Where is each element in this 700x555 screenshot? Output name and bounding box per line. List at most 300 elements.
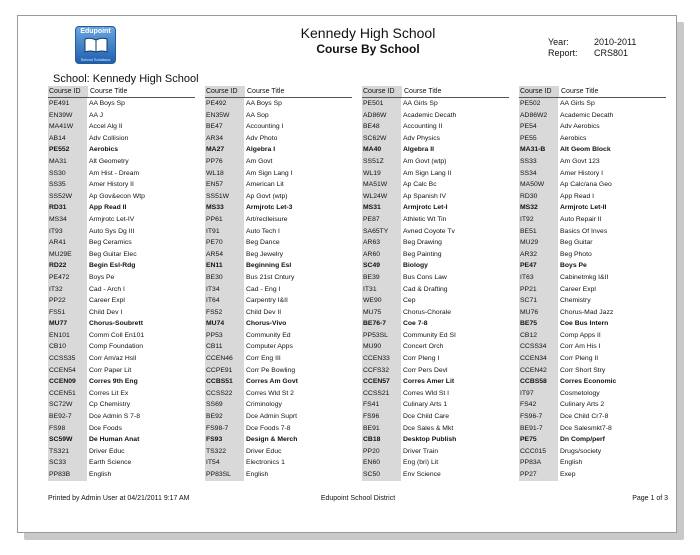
course-row: [205, 365, 352, 377]
course-id: CCEN09: [48, 376, 87, 388]
course-row: [362, 191, 509, 203]
course-column: [205, 86, 352, 492]
course-id: SC49: [362, 260, 401, 272]
course-title: Driver Educ: [89, 447, 125, 455]
course-id: MS34: [48, 214, 87, 226]
course-title: Dce Foods 7-8: [246, 424, 291, 432]
course-title: Corres Wld St 2: [246, 389, 294, 397]
course-row: [362, 226, 509, 238]
course-title: Driver Educ: [246, 447, 282, 455]
course-title: Armjrotc Let-I: [403, 204, 448, 212]
course-title: Corr Pers Devl: [403, 366, 448, 374]
course-title: Child Dev I: [89, 308, 123, 316]
course-row: [205, 388, 352, 400]
course-row: [205, 307, 352, 319]
course-row: [48, 98, 195, 110]
course-id: MA31-B: [519, 144, 558, 156]
course-title: Biology: [403, 262, 428, 270]
course-row: [205, 376, 352, 388]
course-row: [519, 98, 666, 110]
course-title: Dce Child Care: [403, 413, 450, 421]
report-label: Report:: [548, 48, 578, 58]
course-id: FS93: [205, 434, 244, 446]
course-id: MA27: [205, 144, 244, 156]
course-id: AR41: [48, 237, 87, 249]
course-row: [362, 249, 509, 261]
course-id: AD86W2: [519, 110, 558, 122]
course-title: Coe Bus Intern: [560, 320, 609, 328]
course-row: [48, 249, 195, 261]
course-id: PP76: [205, 156, 244, 168]
course-title: Cad - Arch I: [89, 285, 125, 293]
course-title-header: Course Title: [90, 88, 128, 95]
course-id: BE92: [205, 411, 244, 423]
course-row: [205, 341, 352, 353]
course-title: Beg Jewelry: [246, 250, 284, 258]
course-row: [48, 307, 195, 319]
course-id: WL18: [205, 168, 244, 180]
course-id: MU75: [362, 307, 401, 319]
course-id: CCEN54: [48, 365, 87, 377]
course-column: [519, 86, 666, 492]
course-title: Beg Dance: [246, 239, 280, 247]
course-row: [48, 284, 195, 296]
course-row: [519, 272, 666, 284]
course-row: [519, 191, 666, 203]
course-row: [205, 202, 352, 214]
course-title: Aerobics: [89, 146, 119, 154]
course-title: Dce Sales & Mkt: [403, 424, 454, 432]
course-id: PE70: [205, 237, 244, 249]
course-title: Cep: [403, 297, 416, 305]
course-id: CCEN33: [362, 353, 401, 365]
course-title: Amer History II: [89, 181, 134, 189]
course-title: Chorus-Soubrett: [89, 320, 143, 328]
course-row: [48, 156, 195, 168]
course-id-header: Course ID: [48, 86, 88, 97]
course-id: AR63: [362, 237, 401, 249]
course-id: MA31: [48, 156, 87, 168]
course-row: [362, 330, 509, 342]
course-title: Adv Aerobics: [560, 123, 600, 131]
course-row: [362, 110, 509, 122]
course-title: Am Sign Lang II: [403, 169, 452, 177]
course-title: Amer History I: [560, 169, 604, 177]
course-row: [362, 376, 509, 388]
course-row: [519, 214, 666, 226]
course-id: CCSS35: [48, 353, 87, 365]
course-id: PE472: [48, 272, 87, 284]
course-id: EN39W: [48, 110, 87, 122]
course-id: TS321: [48, 446, 87, 458]
course-row: [205, 144, 352, 156]
course-row: [362, 214, 509, 226]
course-row: [519, 353, 666, 365]
course-title: AA Sop: [246, 111, 269, 119]
course-row: [205, 423, 352, 435]
course-row: [48, 295, 195, 307]
course-id: FS98-7: [205, 423, 244, 435]
course-title: Drugs/society: [560, 447, 602, 455]
course-id: BE47: [205, 121, 244, 133]
course-row: [362, 98, 509, 110]
course-row: [48, 110, 195, 122]
course-row: [205, 318, 352, 330]
course-title: Cad & Drafting: [403, 285, 448, 293]
course-title: App Read I: [560, 192, 595, 200]
course-title: Ap Govt (wtp): [246, 192, 288, 200]
course-id: CB18: [362, 434, 401, 446]
course-title: Art/reclleisure: [246, 215, 288, 223]
course-title: Beg Painting: [403, 250, 442, 258]
course-title: Beginning Esl: [246, 262, 292, 270]
course-title: Culinary Arts 2: [560, 401, 605, 409]
course-title: Am Hist - Dream: [89, 169, 140, 177]
course-id: CCFS32: [362, 365, 401, 377]
course-id: PE502: [519, 98, 558, 110]
course-id: MS32: [519, 202, 558, 214]
course-title: Bus 21st Cntury: [246, 273, 295, 281]
course-row: [362, 202, 509, 214]
course-id: MU77: [48, 318, 87, 330]
course-row: [205, 284, 352, 296]
course-id: AB14: [48, 133, 87, 145]
course-row: [205, 168, 352, 180]
course-row: [48, 272, 195, 284]
course-title: AA Boys Sp: [246, 100, 282, 107]
course-row: [205, 214, 352, 226]
course-title: Boys Pe: [560, 262, 587, 270]
course-title: Concert Orch: [403, 343, 444, 351]
course-row: [362, 353, 509, 365]
course-row: [205, 249, 352, 261]
course-row: [519, 318, 666, 330]
report-title: Course By School: [316, 42, 420, 56]
course-id: PE87: [362, 214, 401, 226]
course-id: FS52: [205, 307, 244, 319]
column-header: [519, 86, 666, 98]
course-row: [362, 168, 509, 180]
course-id: FS96: [362, 411, 401, 423]
course-id: PP83SL: [205, 469, 244, 481]
course-row: [519, 469, 666, 481]
course-row: [48, 226, 195, 238]
course-row: [519, 341, 666, 353]
course-row: [205, 156, 352, 168]
course-title: Driver Train: [403, 447, 439, 455]
course-id: PE75: [519, 434, 558, 446]
course-title: Corres Amer Lit: [403, 378, 455, 386]
course-title: Community Ed: [246, 331, 291, 339]
course-id: MS31: [362, 202, 401, 214]
course-id: BE48: [362, 121, 401, 133]
course-id: BE91: [362, 423, 401, 435]
course-id: SC50: [362, 469, 401, 481]
course-id: EN35W: [205, 110, 244, 122]
course-id: FS41: [362, 399, 401, 411]
course-row: [519, 365, 666, 377]
course-row: [362, 399, 509, 411]
course-title: Corr Pleng I: [403, 355, 440, 363]
course-id: FS51: [48, 307, 87, 319]
course-title: English: [89, 471, 112, 478]
course-id: MS33: [205, 202, 244, 214]
course-row: [362, 307, 509, 319]
course-title: De Human Anat: [89, 436, 140, 444]
course-title: Electronics 1: [246, 459, 285, 467]
course-id: SS51W: [205, 191, 244, 203]
course-id-header: Course ID: [519, 86, 559, 97]
course-title: AA Girls Sp: [560, 100, 595, 107]
course-title: Corres 9th Eng: [89, 378, 138, 386]
course-title: English: [560, 459, 583, 467]
course-title: Desktop Publish: [403, 436, 457, 444]
course-row: [205, 260, 352, 272]
course-row: [48, 376, 195, 388]
course-title: Auto Sys Dg III: [89, 227, 135, 235]
course-row: [519, 144, 666, 156]
course-row: [205, 237, 352, 249]
course-title: Avned Coyote Tv: [403, 227, 455, 235]
course-id: FS98: [48, 423, 87, 435]
course-id: BE30: [205, 272, 244, 284]
course-row: [205, 330, 352, 342]
course-row: [362, 469, 509, 481]
course-title: Eng (bri) Lit: [403, 459, 439, 467]
course-title: Bus Cons Law: [403, 273, 447, 281]
district-name: Edupoint School District: [320, 495, 396, 502]
course-row: [48, 330, 195, 342]
course-title: Armjrotc Let-IV: [89, 215, 135, 223]
course-id: TS322: [205, 446, 244, 458]
course-row: [48, 168, 195, 180]
course-title: Am Govt (wtp): [403, 157, 447, 165]
course-title: Armjrotc Let-II: [560, 204, 607, 212]
course-row: [205, 121, 352, 133]
course-row: [362, 272, 509, 284]
course-id: AD86W: [362, 110, 401, 122]
course-title: Community Ed SI: [403, 331, 456, 339]
report-value: CRS801: [594, 48, 629, 58]
course-id: SS30: [48, 168, 87, 180]
course-title: Am Sign Lang I: [246, 169, 293, 177]
year-value: 2010-2011: [594, 37, 637, 47]
course-row: [205, 110, 352, 122]
course-row: [48, 214, 195, 226]
course-row: [362, 457, 509, 469]
course-title: Corr Short Stry: [560, 366, 606, 374]
course-title: Computer Apps: [246, 343, 293, 351]
course-id: SC62W: [362, 133, 401, 145]
course-id: IT93: [48, 226, 87, 238]
course-title: Beg Guitar: [560, 239, 593, 247]
course-row: [519, 376, 666, 388]
school-title: Kennedy High School: [300, 25, 436, 41]
course-title: Corres Lit Ex: [89, 389, 129, 397]
course-id: IT64: [205, 295, 244, 307]
course-id: RD31: [48, 202, 87, 214]
course-title-header: Course Title: [247, 88, 285, 95]
course-row: [519, 457, 666, 469]
course-title: Corres Am Govt: [246, 378, 298, 386]
course-id: IT97: [519, 388, 558, 400]
course-id: MA50W: [519, 179, 558, 191]
course-id-header: Course ID: [205, 86, 245, 97]
course-title: Cosmetology: [560, 389, 600, 397]
column-header: [362, 86, 509, 98]
course-id: IT54: [205, 457, 244, 469]
report-info: [548, 48, 628, 58]
course-title: Career Expl: [89, 297, 125, 305]
course-title: App Read II: [89, 204, 127, 212]
course-title: AA Girls Sp: [403, 100, 438, 107]
course-id: CCSS21: [362, 388, 401, 400]
course-title: Am Govt 123: [560, 157, 600, 165]
course-id: SS34: [519, 168, 558, 180]
course-title: Beg Drawing: [403, 239, 442, 247]
course-id: PE492: [205, 98, 244, 110]
course-id: CB10: [48, 341, 87, 353]
course-title-header: Course Title: [561, 88, 599, 95]
course-row: [48, 434, 195, 446]
course-id: CCBS51: [205, 376, 244, 388]
course-row: [519, 446, 666, 458]
course-title: Beg Guitar Elec: [89, 250, 137, 258]
course-id: SC72W: [48, 399, 87, 411]
course-id: PE491: [48, 98, 87, 110]
course-id: IT63: [519, 272, 558, 284]
course-row: [362, 260, 509, 272]
course-id: EN11: [205, 260, 244, 272]
course-title: Basics Of Inves: [560, 227, 608, 235]
course-row: [48, 191, 195, 203]
course-row: [519, 260, 666, 272]
course-column: [362, 86, 509, 492]
course-title: Aerobics: [560, 134, 587, 142]
course-row: [362, 237, 509, 249]
course-title: Dce Admin Suprt: [246, 413, 297, 421]
course-id: PP53: [205, 330, 244, 342]
course-title: Criminology: [246, 401, 282, 409]
course-title: Chorus-Vivo: [246, 320, 287, 328]
course-id: SA65TY: [362, 226, 401, 238]
course-row: [48, 388, 195, 400]
course-row: [519, 156, 666, 168]
course-id: AR54: [205, 249, 244, 261]
course-id: CB12: [519, 330, 558, 342]
course-row: [48, 353, 195, 365]
course-row: [48, 423, 195, 435]
course-id: SS35: [48, 179, 87, 191]
school-line: School: Kennedy High School: [53, 73, 199, 85]
course-row: [362, 446, 509, 458]
course-id: CCC015: [519, 446, 558, 458]
course-title: Dce Foods: [89, 424, 122, 432]
year-label: Year:: [548, 37, 569, 47]
course-id: SC33: [48, 457, 87, 469]
course-row: [205, 434, 352, 446]
course-row: [48, 446, 195, 458]
course-row: [205, 399, 352, 411]
course-row: [48, 237, 195, 249]
course-title: Alt Geometry: [89, 157, 129, 165]
course-id: SS51Z: [362, 156, 401, 168]
course-row: [362, 179, 509, 191]
course-row: [362, 434, 509, 446]
course-title: Academic Decath: [403, 111, 457, 119]
course-id: PE552: [48, 144, 87, 156]
course-id: SC59W: [48, 434, 87, 446]
course-title: Auto Repair II: [560, 215, 602, 223]
course-row: [48, 260, 195, 272]
course-row: [48, 318, 195, 330]
course-id: CCBS58: [519, 376, 558, 388]
course-row: [362, 156, 509, 168]
course-row: [519, 434, 666, 446]
course-id: EN57: [205, 179, 244, 191]
course-title: English: [246, 471, 269, 478]
course-title: Corres Wld St I: [403, 389, 450, 397]
course-title: Carpentry I&II: [246, 297, 288, 305]
course-id: MU90: [362, 341, 401, 353]
course-id: SS33: [519, 156, 558, 168]
course-id: PP21: [519, 284, 558, 296]
course-row: [519, 202, 666, 214]
course-row: [519, 121, 666, 133]
course-id: MA41W: [48, 121, 87, 133]
course-title: Chorus-Chorale: [403, 308, 451, 316]
course-id: BE92-7: [48, 411, 87, 423]
course-id: AR32: [519, 249, 558, 261]
course-row: [205, 179, 352, 191]
course-title: Env Science: [403, 471, 441, 478]
course-id: BE75: [519, 318, 558, 330]
course-id: SS69: [205, 399, 244, 411]
course-id: BE39: [362, 272, 401, 284]
logo-brand: Edupoint: [80, 28, 111, 35]
course-title: Ap Gov&econ Wtp: [89, 192, 145, 200]
course-title: Culinary Arts 1: [403, 401, 448, 409]
course-row: [519, 330, 666, 342]
course-row: [48, 202, 195, 214]
course-id: CCPE91: [205, 365, 244, 377]
course-row: [205, 353, 352, 365]
year-info: [548, 37, 636, 47]
course-row: [205, 191, 352, 203]
course-title: Accounting II: [403, 123, 443, 131]
course-title: Cabinetmkg I&II: [560, 273, 609, 281]
course-title: Beg Photo: [560, 250, 592, 258]
course-id: BE51: [519, 226, 558, 238]
course-title: AA Boys Sp: [89, 100, 125, 107]
course-row: [519, 399, 666, 411]
course-row: [205, 98, 352, 110]
course-row: [362, 295, 509, 307]
course-id: CCEN46: [205, 353, 244, 365]
column-header: [205, 86, 352, 98]
course-title: Dce Admin S 7-8: [89, 413, 140, 421]
course-row: [205, 469, 352, 481]
course-title: Accounting I: [246, 123, 284, 131]
course-title: Boys Pe: [89, 273, 115, 281]
course-title: Am Govt: [246, 157, 273, 165]
course-row: [205, 133, 352, 145]
course-title: Corr Pe Bowling: [246, 366, 296, 374]
course-title: Academic Decath: [560, 111, 614, 119]
course-row: [48, 399, 195, 411]
course-title: Dn Comp/perf: [560, 436, 605, 444]
course-id: FS96-7: [519, 411, 558, 423]
